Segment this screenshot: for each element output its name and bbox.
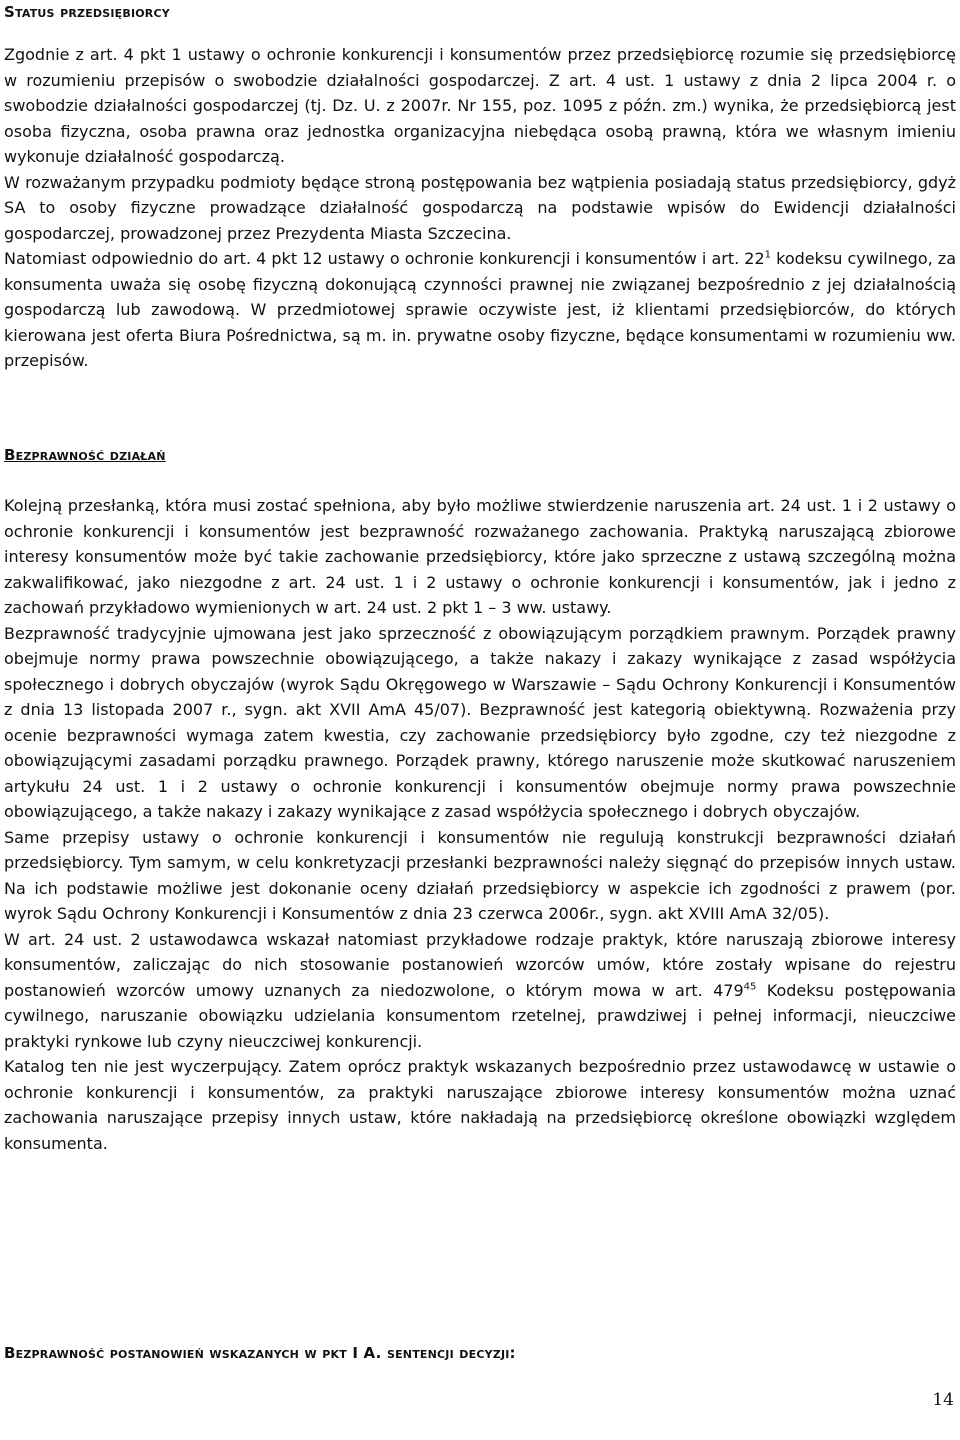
text-run: Natomiast odpowiednio do art. 4 pkt 12 ustawy o ochronie konkurencji i konsumentów i art. 22 [4, 249, 765, 268]
text-run: Kodeksu postępowania cywilnego, naruszanie obowiązku udzielania konsumentom rzetelnej, prawdziwej i pełnej informacji, nieuczciwe praktyki rynkowe lub czyny nieuczciwej konkurencji. [4, 980, 956, 1051]
paragraph [4, 927, 956, 1055]
section-heading-unlawfulness: Bezprawność działań [4, 446, 166, 464]
paragraph: Zgodnie z art. 4 pkt 1 ustawy o ochronie konkurencji i konsumentów przez przedsiębiorcę rozumie się przedsiębiorcę w rozumieniu przepisów o swobodzie działalności gospodarczej. Z art. 4 ust. 1 ustawy z dnia 2 lipca 2004 r. o swobodzie działalności gospodarczej (tj. Dz. U. z 2007r. Nr 155, poz. 1095 z późn. zm.) wynika, że przedsiębiorcą jest osoba fizyczna, osoba prawna oraz jednostka organizacyjna niebędąca osobą prawną, która we własnym imieniu wykonuje działalność gospodarczą. [4, 45, 956, 166]
paragraph: Same przepisy ustawy o ochronie konkurencji i konsumentów nie regulują konstrukcji bezprawności działań przedsiębiorcy. Tym samym, w celu konkretyzacji przesłanki bezprawności należy sięgnąć do przepisów innych ustaw. Na ich podstawie możliwe jest dokonanie oceny działań przedsiębiorcy w aspekcie ich zgodności z prawem (por. wyrok Sądu Ochrony Konkurencji i Konsumentów z dnia 23 czerwca 2006r., sygn. akt XVIII AmA 32/05). [4, 827, 956, 923]
section-status-body [4, 42, 956, 374]
paragraph [4, 246, 956, 374]
section-heading-status: Status przedsiębiorcy [4, 3, 170, 21]
superscript: 1 [764, 249, 772, 261]
section-unlawfulness-body [4, 493, 956, 1156]
section-heading-provisions: Bezprawność postanowień wskazanych w pkt I A. sentencji decyzji: [4, 1344, 516, 1362]
page-number: 14 [932, 1390, 954, 1410]
paragraph: Bezprawność tradycyjnie ujmowana jest jako sprzeczność z obowiązującym porządkiem prawnym. Porządek prawny obejmuje normy prawa powszechnie obowiązującego, a także nakazy i zakazy wynikające z zasad współżycia społecznego i dobrych obyczajów (wyrok Sądu Okręgowego w Warszawie – Sądu Ochrony Konkurencji i Konsumentów z dnia 13 listopada 2007 r., sygn. akt XVII AmA 45/07). Bezprawność jest kategorią obiektywną. Rozważenia przy ocenie bezprawności wymaga zatem kwestia, czy zachowanie przedsiębiorcy było zgodne, czy też niezgodne z obowiązującymi zasadami porządku prawnego. Porządek prawny, którego naruszenie może skutkować naruszeniem artykułu 24 ust. 1 i 2 ustawy o ochronie konkurencji i konsumentów obejmuje normy prawa powszechnie obowiązującego, a także nakazy i zakazy wynikające z zasad współżycia społecznego i dobrych obyczajów. [4, 623, 956, 821]
text-run: W art. 24 ust. 2 ustawodawca wskazał natomiast przykładowe rodzaje praktyk, które naruszają zbiorowe interesy konsumentów, zaliczając do nich stosowanie postanowień wzorców umów, które zostały wpisane do rejestru postanowień wzorców umowy uznanych za niedozwolone, o którym mowa w art. 479 [4, 929, 956, 1000]
paragraph: Kolejną przesłanką, która musi zostać spełniona, aby było możliwe stwierdzenie naruszenia art. 24 ust. 1 i 2 ustawy o ochronie konkurencji i konsumentów jest bezprawność rozważanego zachowania. Praktyką naruszającą zbiorowe interesy konsumentów może być takie zachowanie przedsiębiorcy, które jako sprzeczne z ustawą szczególną można zakwalifikować, jako niezgodne z art. 24 ust. 1 i 2 ustawy o ochronie konkurencji i konsumentów, jak i jedno z zachowań przykładowo wymienionych w art. 24 ust. 2 pkt 1 – 3 ww. ustawy. [4, 496, 956, 617]
paragraph: W rozważanym przypadku podmioty będące stroną postępowania bez wątpienia posiadają status przedsiębiorcy, gdyż SA to osoby fizyczne prowadzące działalność gospodarczą na podstawie wpisów do Ewidencji działalności gospodarczej, prowadzonej przez Prezydenta Miasta Szczecina. [4, 172, 956, 243]
text-run: kodeksu cywilnego, za konsumenta uważa się osobę fizyczną dokonującą czynności prawnej nie związanej bezpośrednio z jej działalnością gospodarczą lub zawodową. W przedmiotowej sprawie oczywiste jest, iż klientami przedsiębiorców, do których kierowana jest oferta Biura Pośrednictwa, są m. in. prywatne osoby fizyczne, będące konsumentami w rozumieniu ww. przepisów. [4, 249, 957, 370]
superscript: 45 [743, 981, 757, 993]
paragraph: Katalog ten nie jest wyczerpujący. Zatem oprócz praktyk wskazanych bezpośrednio przez ustawodawcę w ustawie o ochronie konkurencji i konsumentów, za praktyki naruszające zbiorowe interesy konsumentów można uznać zachowania naruszające przepisy innych ustaw, które nakładają na przedsiębiorcę określone obowiązki względem konsumenta. [4, 1057, 956, 1153]
